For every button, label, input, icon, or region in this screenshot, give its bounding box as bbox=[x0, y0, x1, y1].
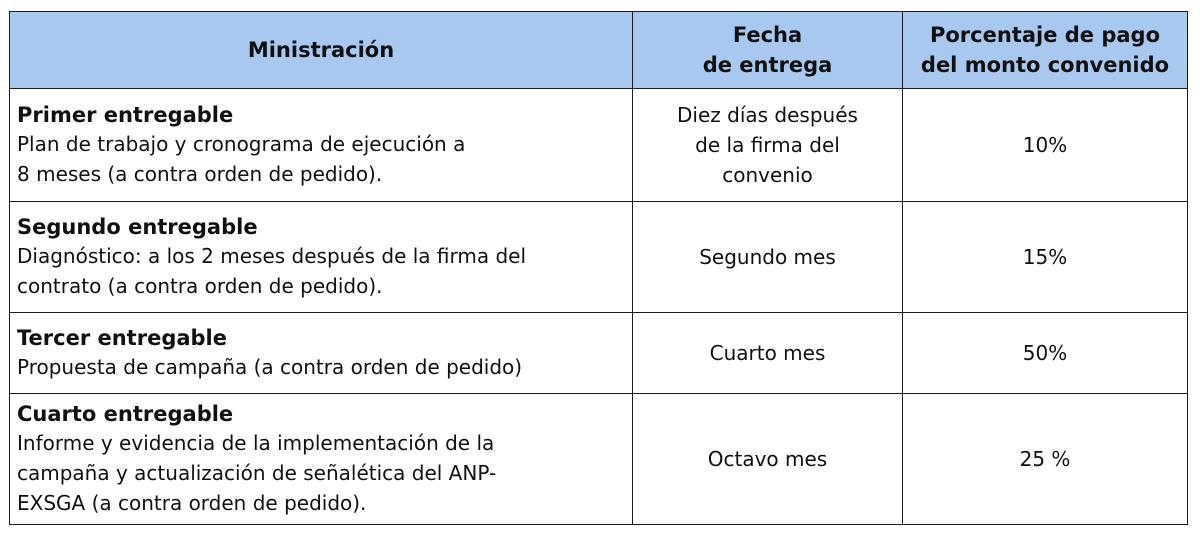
delivery-date: Segundo mes bbox=[699, 245, 836, 269]
fecha-cell bbox=[633, 202, 903, 313]
fecha-cell bbox=[633, 89, 903, 202]
delivery-date: Cuarto mes bbox=[709, 341, 826, 365]
payment-percentage: 10% bbox=[1022, 133, 1068, 157]
table-row bbox=[10, 89, 1188, 202]
delivery-date: Diez días después de la firma del convenio bbox=[677, 103, 858, 187]
header-fecha-line2: de entrega bbox=[702, 53, 833, 77]
porcentaje-cell bbox=[903, 313, 1188, 394]
deliverable-name: Segundo entregable bbox=[17, 214, 258, 239]
payment-percentage: 15% bbox=[1022, 245, 1068, 269]
fecha-cell bbox=[633, 313, 903, 394]
deliverable-description: Plan de trabajo y cronograma de ejecución a 8 meses (a contra orden de pedido). bbox=[17, 131, 466, 186]
porcentaje-cell bbox=[903, 89, 1188, 202]
porcentaje-cell bbox=[903, 394, 1188, 525]
table-row bbox=[10, 313, 1188, 394]
header-ministracion-label: Ministración bbox=[247, 38, 395, 62]
table-row bbox=[10, 394, 1188, 525]
ministracion-cell bbox=[10, 202, 633, 313]
deliverable-description: Informe y evidencia de la implementación de la campaña y actualización de señalética del ANP- EXSGA (a contra orden de pedido). bbox=[17, 430, 497, 515]
delivery-date: Octavo mes bbox=[707, 447, 828, 471]
porcentaje-cell bbox=[903, 202, 1188, 313]
header-porcentaje-line2: del monto convenido bbox=[920, 53, 1170, 77]
deliverable-name: Primer entregable bbox=[17, 102, 234, 127]
table-header bbox=[10, 12, 1188, 89]
header-row bbox=[10, 12, 1188, 89]
header-fecha-entrega bbox=[633, 12, 903, 89]
ministracion-cell bbox=[10, 394, 633, 525]
deliverable-description: Diagnóstico: a los 2 meses después de la firma del contrato (a contra orden de pedido). bbox=[17, 243, 527, 298]
header-porcentaje-pago bbox=[903, 12, 1188, 89]
payment-percentage: 25 % bbox=[1019, 447, 1071, 471]
fecha-cell bbox=[633, 394, 903, 525]
ministracion-cell bbox=[10, 313, 633, 394]
table-body bbox=[10, 89, 1188, 525]
payment-schedule-table bbox=[9, 11, 1188, 525]
ministracion-cell bbox=[10, 89, 633, 202]
payment-percentage: 50% bbox=[1022, 341, 1068, 365]
table-row bbox=[10, 202, 1188, 313]
header-porcentaje-line1: Porcentaje de pago bbox=[929, 23, 1161, 47]
header-fecha-line1: Fecha bbox=[732, 23, 803, 47]
deliverable-name: Cuarto entregable bbox=[17, 401, 234, 426]
deliverable-name: Tercer entregable bbox=[17, 325, 227, 350]
deliverable-description: Propuesta de campaña (a contra orden de pedido) bbox=[17, 354, 523, 379]
header-ministracion bbox=[10, 12, 633, 89]
